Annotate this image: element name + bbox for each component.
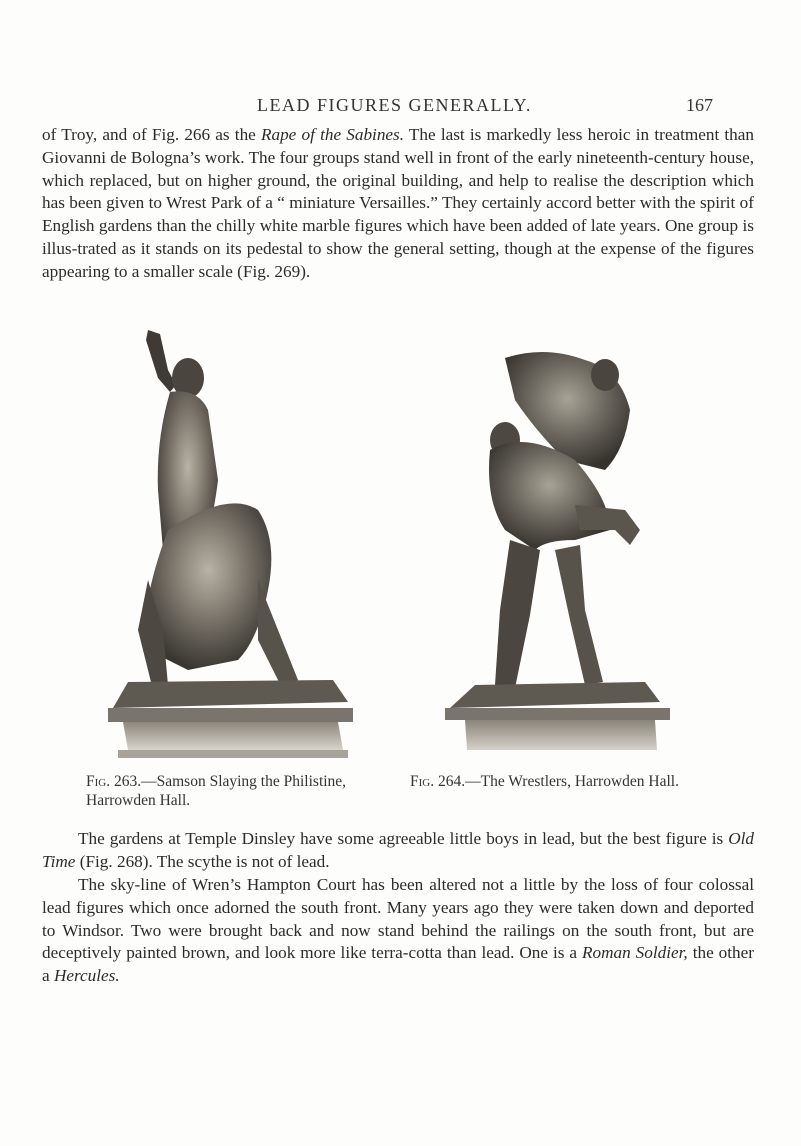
figure-264-text: —The Wrestlers, Harrowden Hall. <box>465 773 679 790</box>
figure-263-text: —Samson Slaying the Philistine, Harrowden Hall. <box>86 773 347 809</box>
paragraph-2-text: The gardens at Temple Dinsley have some agreeable little boys in lead, but the best figure is <box>78 829 729 848</box>
paragraph-2-title: Old Time <box>42 829 754 871</box>
running-title: LEAD FIGURES GENERALLY. <box>257 95 532 115</box>
paragraph-3-text-cont: the other a <box>42 943 754 986</box>
figure-263-caption <box>86 772 356 810</box>
paragraph-1-title: Rape of the Sabines. <box>261 125 405 144</box>
paragraph-2 <box>42 828 754 871</box>
paragraph-3 <box>42 874 754 988</box>
figure-264-caption <box>410 772 710 791</box>
figure-wrestlers-photo <box>445 330 680 762</box>
paragraph-3-title-a: Roman Soldier, <box>582 943 688 963</box>
figure-264-label: Fig. 264. <box>410 773 466 790</box>
figure-samson-photo <box>108 330 358 762</box>
paragraph-3-text: The sky-line of Wren’s Hampton Court has been altered not a little by the loss of four colossal lead figures which once adorned the south front. Many years ago they were taken down and deported to Windsor. Two were brought back and now stand behind the railings on the south front, but are deceptively painted brown, and look more like terra-cotta than lead. One is a <box>42 875 754 963</box>
samson-statue-image <box>108 330 358 762</box>
figure-263-label: Fig. 263. <box>86 773 142 790</box>
page-number: 167 <box>686 95 713 115</box>
paragraph-1-text: of Troy, and of Fig. 266 as the <box>42 125 261 144</box>
paragraph-3-title-b: Hercules. <box>53 966 120 986</box>
paragraph-1-text-cont: The last is markedly less heroic in treatment than Giovanni de Bologna’s work. The four groups stand well in front of the early nineteenth-century house, which replaced, but on higher ground, the original building, and help to realise the description which has been given to Wrest Park of a “ miniature Versailles.” They certainly accord better with the spirit of English gardens than the chilly white marble figures which have been added of late years. One group is illus-trated as it stands on its pedestal to show the general setting, though at the expense of the figures appearing to a smaller scale (Fig. 269). <box>42 125 754 281</box>
paragraph-1 <box>42 124 754 284</box>
wrestlers-statue-image <box>445 330 680 762</box>
paragraph-2-text-cont: (Fig. 268). The scythe is not of lead. <box>75 851 330 871</box>
